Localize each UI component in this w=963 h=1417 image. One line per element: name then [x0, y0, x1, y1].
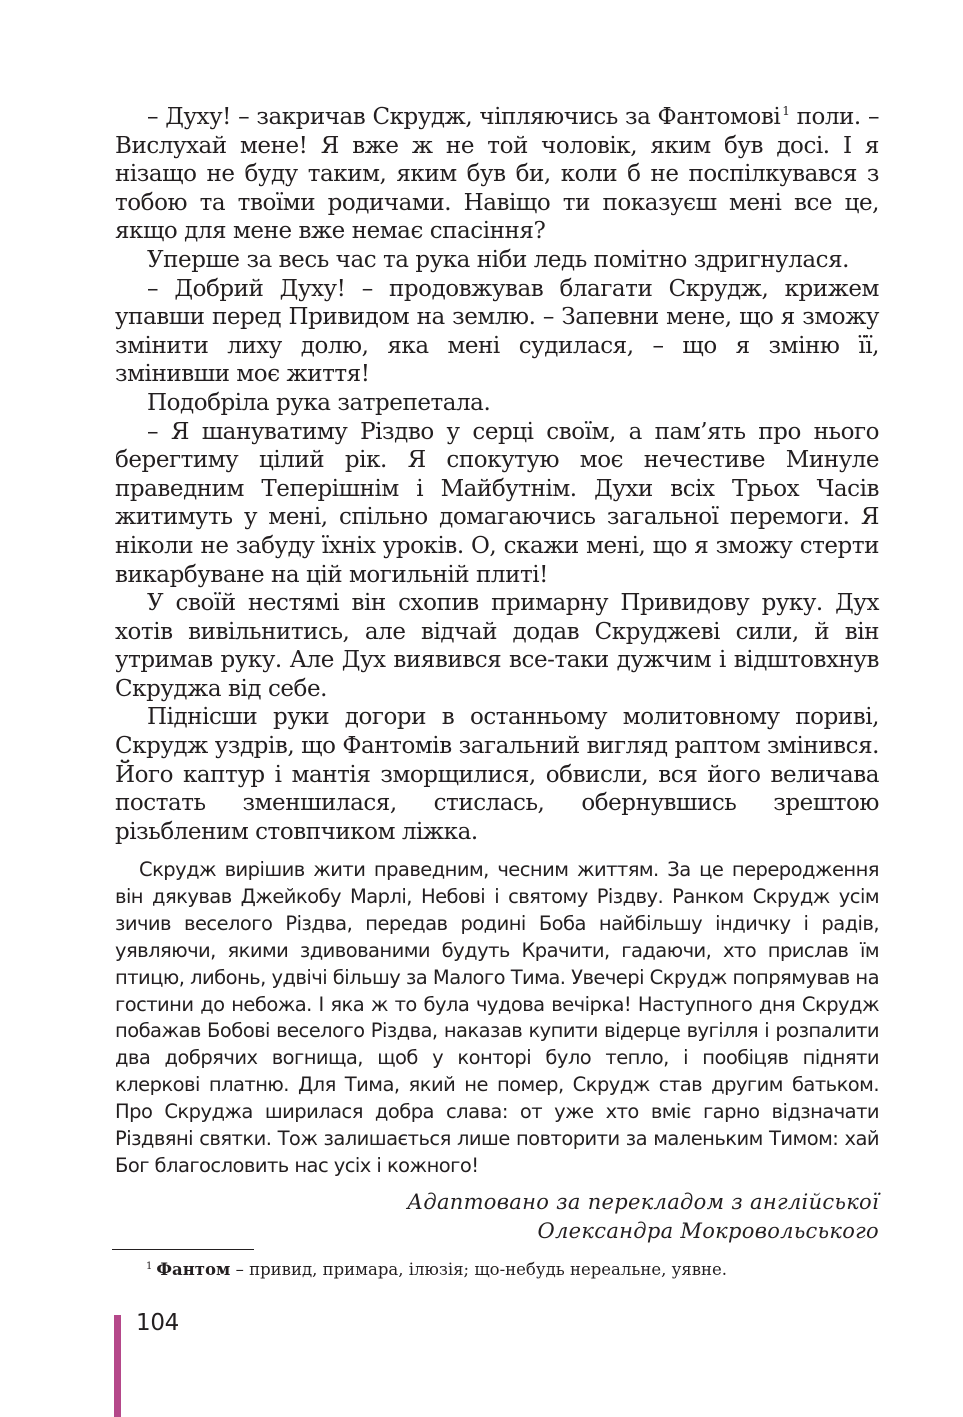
page-number: 104	[136, 1310, 179, 1336]
paragraph-5: – Я шануватиму Різдво у серці своїм, а пам’ять про нього берегтиму цілий рік. Я спокутую моє нечестиве Минуле праведним Теперішнім і Майбутнім. Духи всіх Трьох Часів житимуть у мені, спільно домагаючись загальної перемоги. Я ніколи не забуду їхніх уроків. О, скажи мені, що я зможу стерти викарбуване на цій могильній плиті!	[115, 418, 879, 588]
paragraph-1-text-start: – Духу! – закричав Скрудж, чіпляючись за Фантомові	[147, 104, 781, 130]
page-edge-bar	[114, 1315, 121, 1417]
footnote-reference: 1	[782, 104, 790, 118]
footnote-definition: – привид, примара, ілюзія; що-небудь нереальне, уявне.	[230, 1260, 728, 1279]
paragraph-3: – Добрий Духу! – продовжував благати Скрудж, крижем упавши перед Привидом на землю. – Запевни мене, що я зможу змінити лиху долю, яка мені судилася, – що я зміню її, змінивши моє життя!	[115, 275, 879, 388]
summary-text	[115, 857, 879, 1180]
footnote-term: Фантом	[156, 1260, 231, 1279]
paragraph-7: Піднісши руки догори в останньому молитовному пориві, Скрудж уздрів, що Фантомів загальний вигляд раптом змінився. Його каптур і мантія зморщилися, обвисли, вся його величава постать зменшилася, стислась, обернувшись зрештою різьбленим стовпчиком ліжка.	[115, 704, 879, 845]
paragraph-4: Подобріла рука затрепетала.	[147, 389, 491, 416]
main-text	[115, 103, 879, 846]
footnote-number: 1	[146, 1261, 153, 1272]
paragraph-2: Уперше за весь час та рука ніби ледь помітно здригнулася.	[147, 246, 850, 273]
attribution-line-1: Адаптовано за перекладом з англійської	[407, 1190, 879, 1214]
footnote	[146, 1258, 727, 1282]
summary-paragraph: Скрудж вирішив жити праведним, чесним життям. За це переродження він дякував Джейкобу Марлі, Небові і святому Різдву. Ранком Скрудж усім зичив веселого Різдва, передав родині Боба найбільшу індичку і радів, уявляючи, якими здивованими будуть Крачити, гадаючи, хто прислав їм птицю, либонь, удвічі більшу за Малого Тима. Увечері Скрудж попрямував на гостини до небожа. І яка ж то була чудова вечірка! Наступного дня Скрудж побажав Бобові веселого Різдва, наказав купити відерце вугілля і розпалити два добрячих вогнища, щоб у конторі було тепло, і пообіцяв підняти клеркові платню. Для Тима, який не помер, Скрудж став другим батьком. Про Скруджа ширилася добра слава: от уже хто вміє гарно відзначати Різдвяні святки. Тож залишається лише повторити за маленьким Тимом: хай Бог благословить нас усіх і кожного!	[115, 858, 879, 1177]
attribution-line-2: Олександра Мокровольського	[537, 1219, 879, 1243]
footnote-divider	[112, 1249, 254, 1250]
paragraph-1-text-end: поли. – Вислухай мене! Я вже ж не той чоловік, яким був досі. І я нізащо не буду таким, яким був би, коли б не поспілкувався з тобою та твоїми родичами. Навіщо ти показуєш мені все це, якщо для мене вже немає спасіння?	[115, 104, 879, 245]
paragraph-1	[115, 103, 879, 246]
attribution	[407, 1188, 879, 1246]
paragraph-6: У своїй нестямі він схопив примарну Привидову руку. Дух хотів вивільнитись, але відчай додав Скруджеві сили, й він утримав руку. Але Дух виявився все-таки дужчим і відштовхнув Скруджа від себе.	[115, 590, 879, 702]
